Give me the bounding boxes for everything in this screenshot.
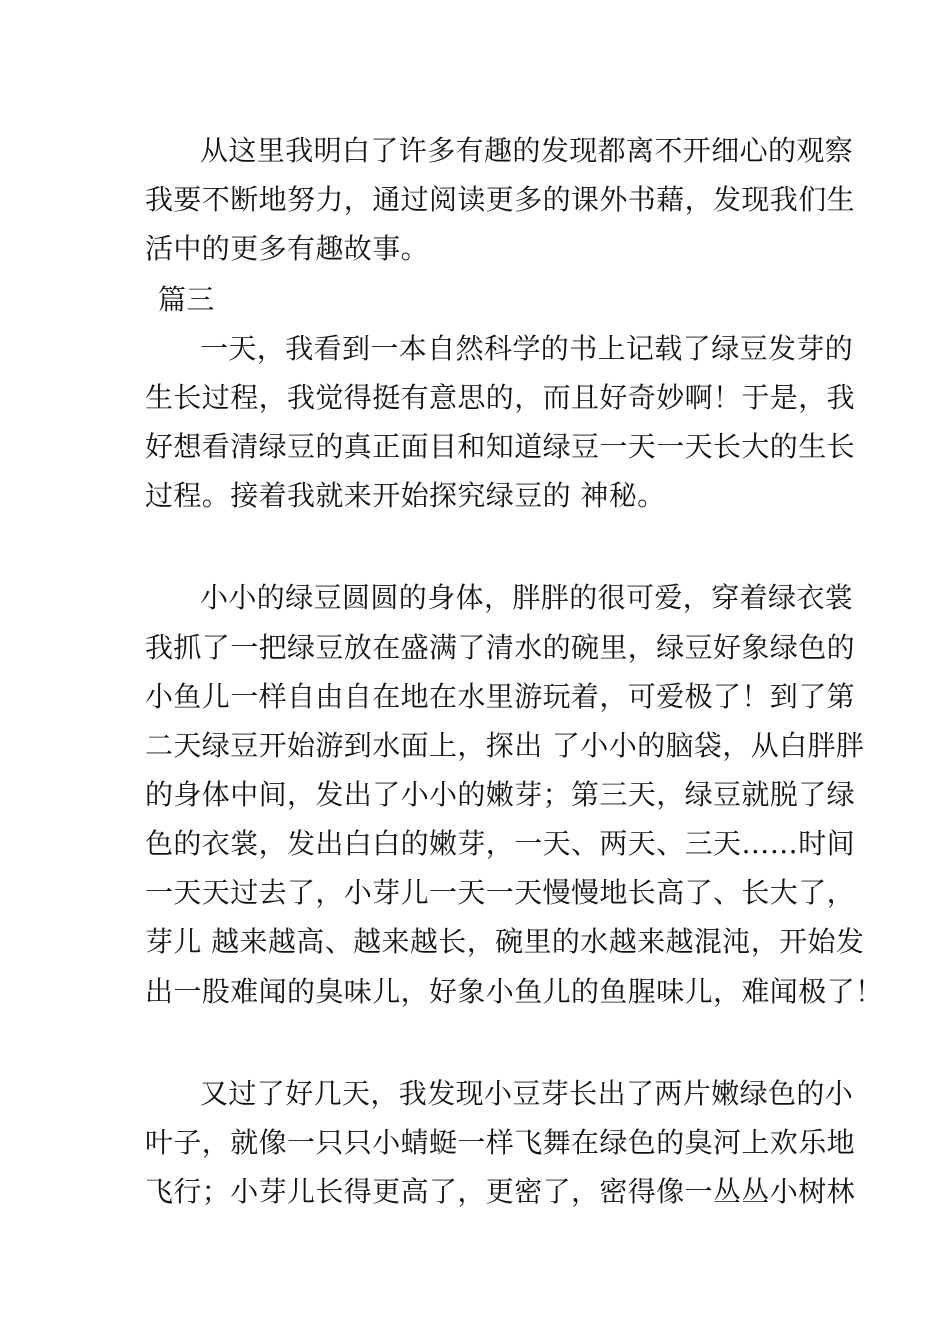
paragraph-line: 的身体中间，发出了小小的嫩芽；第三天，绿豆就脱了绿 <box>145 778 856 811</box>
paragraph-line: 色的衣裳，发出白白的嫩芽，一天、两天、三天……时间 <box>145 827 856 860</box>
paragraph-line: 二天绿豆开始游到水面上，探出 了小小的脑袋，从白胖胖 <box>145 729 865 762</box>
paragraph-line: 活中的更多有趣故事。 <box>145 232 430 265</box>
paragraph-line: 出一股难闻的臭味儿，好象小鱼儿的鱼腥味儿，难闻极了！ <box>145 975 884 1008</box>
paragraph-line: 过程。接着我就来开始探究绿豆的 神秘。 <box>145 479 666 512</box>
paragraph-line: 小鱼儿一样自由自在地在水里游玩着，可爱极了！到了第 <box>145 680 856 713</box>
paragraph-line: 小小的绿豆圆圆的身体，胖胖的很可爱，穿着绿衣裳 <box>200 581 854 614</box>
paragraph-line: 芽儿 越来越高、越来越长，碗里的水越来越混沌，开始发 <box>145 925 865 958</box>
paragraph-line: 一天天过去了，小芽儿一天一天慢慢地长高了、长大了， <box>145 876 856 909</box>
paragraph-line: 好想看清绿豆的真正面目和知道绿豆一天一天长大的生长 <box>145 430 856 463</box>
paragraph-line: 我要不断地努力，通过阅读更多的课外书藉，发现我们生 <box>145 183 856 216</box>
section-heading: 篇三 <box>158 283 215 316</box>
paragraph-line: 叶子，就像一只只小蜻蜓一样飞舞在绿色的臭河上欢乐地 <box>145 1126 856 1159</box>
paragraph-line: 我抓了一把绿豆放在盛满了清水的碗里，绿豆好象绿色的 <box>145 631 856 664</box>
paragraph-line: 一天，我看到一本自然科学的书上记载了绿豆发芽的 <box>200 332 854 365</box>
paragraph-line: 又过了好几天，我发现小豆芽长出了两片嫩绿色的小 <box>200 1077 854 1110</box>
paragraph-line: 从这里我明白了许多有趣的发现都离不开细心的观察 <box>200 134 854 167</box>
paragraph-line: 生长过程，我觉得挺有意思的，而且好奇妙啊！于是，我 <box>145 381 856 414</box>
paragraph-line: 飞行；小芽儿长得更高了，更密了，密得像一丛丛小树林 <box>145 1175 856 1208</box>
